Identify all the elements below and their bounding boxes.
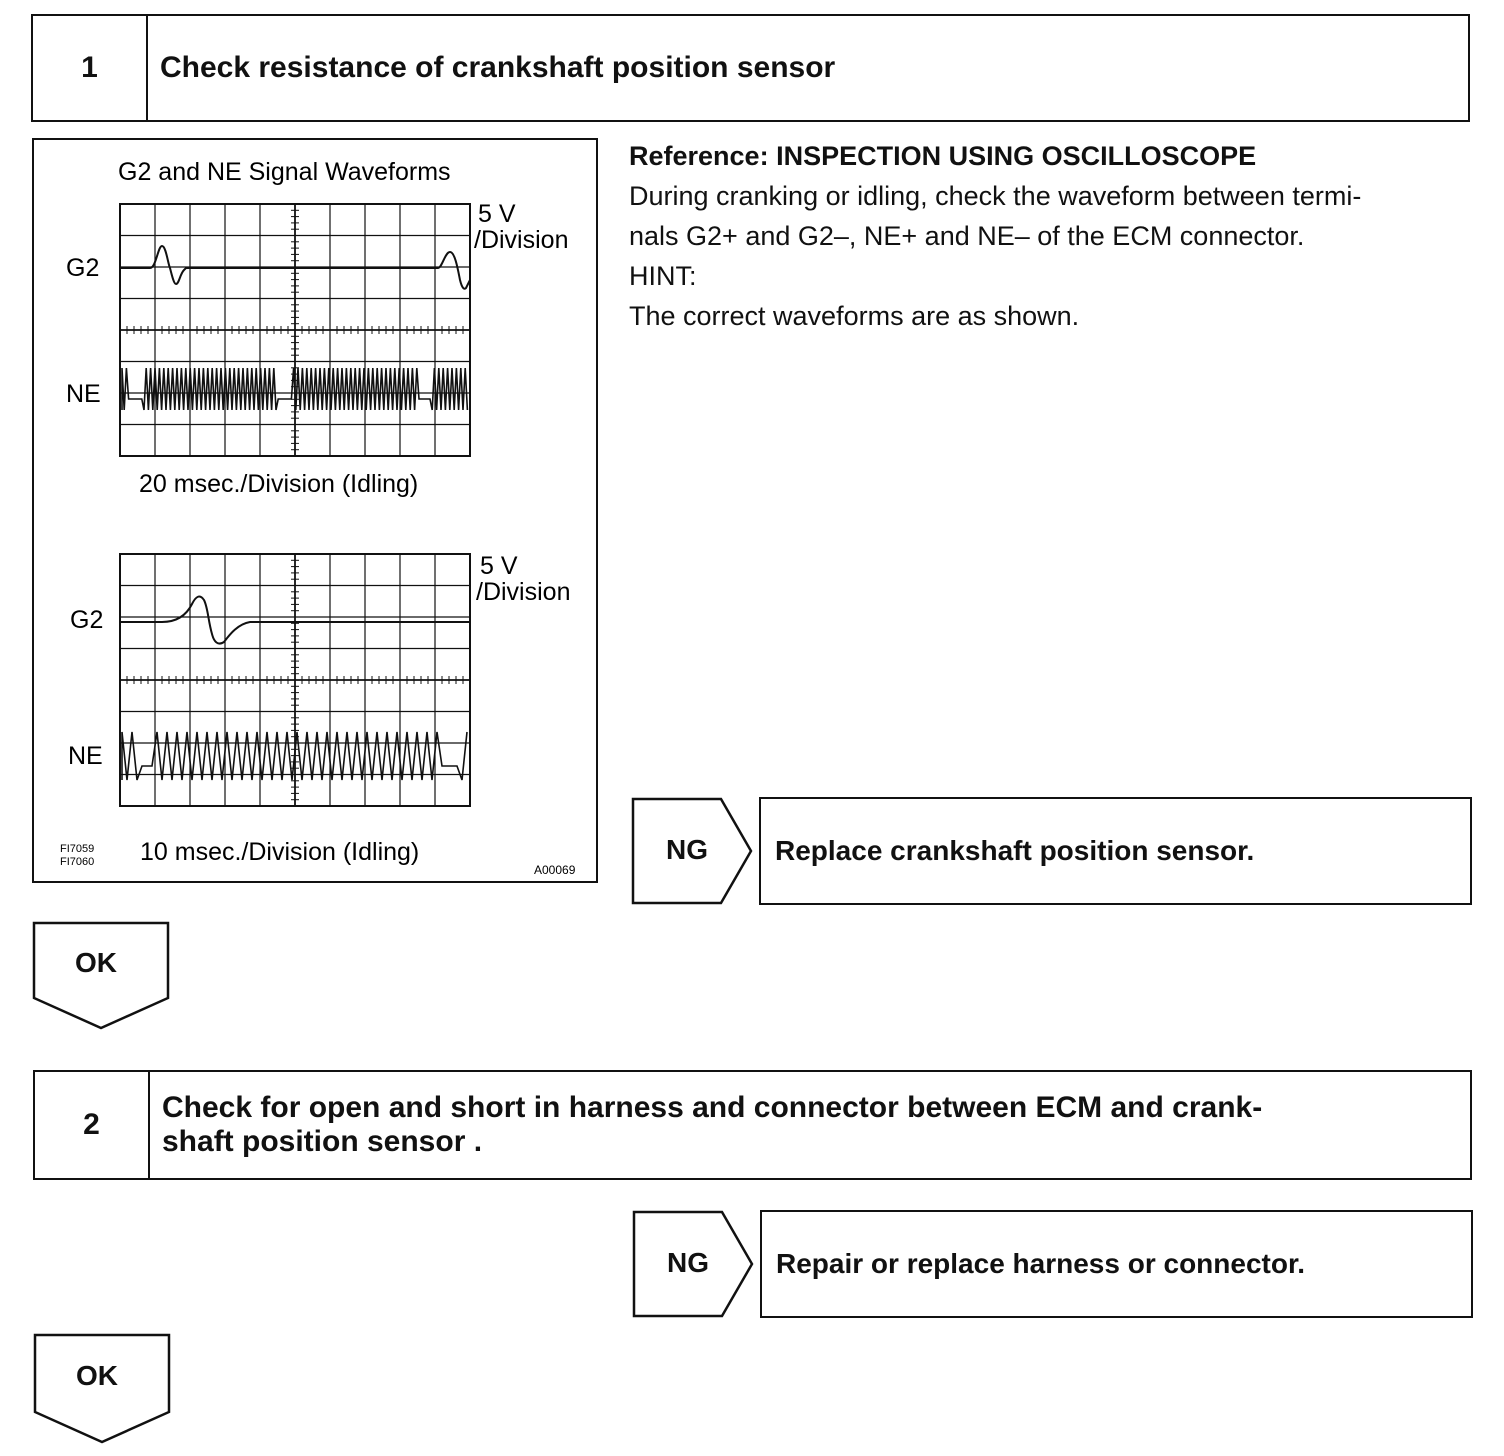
scope-top-ne-label: NE — [66, 380, 101, 408]
figure-code-left-1: FI7059 — [60, 843, 95, 855]
scope-top-g2-label: G2 — [66, 254, 100, 282]
step2-title — [162, 1072, 1262, 1178]
scope-bottom — [68, 552, 570, 866]
ok-label-1: OK — [75, 947, 117, 978]
step2-title-line-2: shaft position sensor . — [162, 1125, 483, 1158]
step2-title-line-1: Check for open and short in harness and connector between ECM and crank- — [162, 1091, 1263, 1124]
scope-top-voltage-1: 5 V — [478, 200, 516, 228]
ng-action-2: Repair or replace harness or connector. — [760, 1210, 1473, 1318]
reference-line-1: During cranking or idling, check the waveform between termi- — [629, 181, 1362, 211]
figure-title: G2 and NE Signal Waveforms — [118, 158, 451, 186]
scope-bottom-timebase: 10 msec./Division (Idling) — [140, 838, 420, 866]
figure-code-right: A00069 — [534, 863, 576, 877]
waveform-svg — [34, 140, 596, 881]
reference-hint-label: HINT: — [629, 261, 697, 291]
scope-top-voltage-2: /Division — [474, 226, 569, 254]
step2-number: 2 — [35, 1072, 150, 1178]
reference-hint-text: The correct waveforms are as shown. — [629, 301, 1080, 331]
scope-top-grid — [120, 204, 470, 456]
scope-bottom-ne-label: NE — [68, 742, 103, 770]
scope-bottom-voltage-2: /Division — [476, 578, 571, 606]
step1-title: Check resistance of crankshaft position sensor — [160, 51, 836, 84]
reference-heading: Reference: INSPECTION USING OSCILLOSCOPE — [629, 141, 1257, 171]
step1-number: 1 — [33, 16, 148, 120]
ng-action-1: Replace crankshaft position sensor. — [759, 797, 1472, 905]
waveform-figure — [32, 138, 598, 883]
reference-line-2: nals G2+ and G2–, NE+ and NE– of the ECM connector. — [629, 221, 1305, 251]
ok-label-2: OK — [76, 1360, 118, 1391]
ng-label-2: NG — [667, 1247, 709, 1278]
ng-label-1: NG — [666, 834, 708, 865]
scope-top-timebase: 20 msec./Division (Idling) — [139, 470, 419, 498]
step1-header — [31, 14, 1470, 122]
scope-top-ne-trace — [122, 368, 467, 410]
scope-top — [66, 200, 568, 498]
step2-header — [33, 1070, 1472, 1180]
figure-code-left-2: FI7060 — [60, 856, 95, 868]
scope-bottom-voltage-1: 5 V — [480, 552, 518, 580]
reference-block — [629, 136, 1474, 336]
scope-bottom-g2-label: G2 — [70, 606, 104, 634]
